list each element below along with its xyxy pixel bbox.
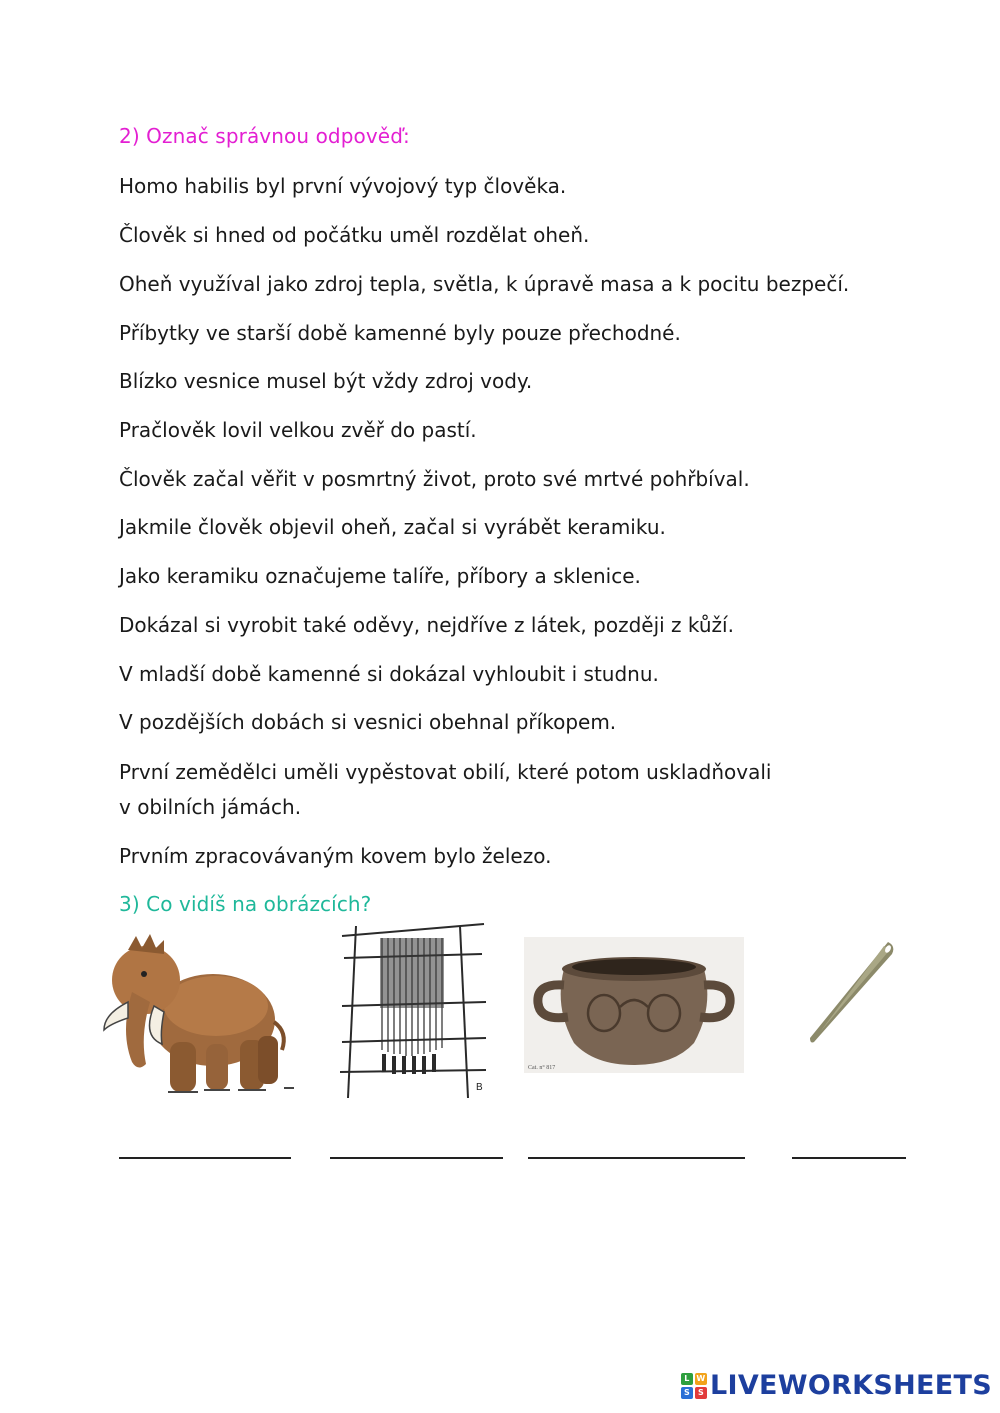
logo-tile-4: S <box>695 1387 707 1399</box>
statement-8[interactable]: Jakmile člověk objevil oheň, začal si vyrábět keramiku. <box>119 515 666 539</box>
statement-10[interactable]: Dokázal si vyrobit také oděvy, nejdříve z látek, později z kůží. <box>119 613 734 637</box>
answer-line-1[interactable] <box>119 1157 291 1159</box>
statement-3[interactable]: Oheň využíval jako zdroj tepla, světla, k úpravě masa a k pocitu bezpečí. <box>119 272 850 296</box>
mammoth-icon <box>98 932 298 1100</box>
statement-12[interactable]: V pozdějších dobách si vesnici obehnal příkopem. <box>119 710 617 734</box>
answer-line-4[interactable] <box>792 1157 906 1159</box>
answer-line-3[interactable] <box>528 1157 745 1159</box>
statement-13[interactable]: První zemědělci uměli vypěstovat obilí, které potom uskladňovali <box>119 760 772 784</box>
logo-tile-1: L <box>681 1373 693 1385</box>
statement-4[interactable]: Příbytky ve starší době kamenné byly pouze přechodné. <box>119 321 681 345</box>
statement-14[interactable]: Prvním zpracovávaným kovem bylo železo. <box>119 844 552 868</box>
statement-7[interactable]: Člověk začal věřit v posmrtný život, proto své mrtvé pohřbíval. <box>119 467 750 491</box>
section-2-heading: 2) Označ správnou odpověď: <box>119 124 410 148</box>
logo-tile-2: W <box>696 1373 706 1383</box>
statement-1[interactable]: Homo habilis byl první vývojový typ člověka. <box>119 174 567 198</box>
statement-11[interactable]: V mladší době kamenné si dokázal vyhloubit i studnu. <box>119 662 659 686</box>
statement-6[interactable]: Pračlověk lovil velkou zvěř do pastí. <box>119 418 477 442</box>
liveworksheets-logo <box>681 1370 992 1401</box>
liveworksheets-wordmark: LIVEWORKSHEETS <box>709 1370 992 1401</box>
pot-catalog-caption: Cat. n° 817 <box>528 1065 556 1071</box>
statement-5[interactable]: Blízko vesnice musel být vždy zdroj vody. <box>119 369 533 393</box>
bone-needle-icon <box>800 938 900 1046</box>
loom-figure-label: B <box>476 1082 483 1093</box>
liveworksheets-logo-icon <box>681 1373 707 1399</box>
statement-2[interactable]: Člověk si hned od počátku uměl rozdělat oheň. <box>119 223 590 247</box>
section-3-heading: 3) Co vidíš na obrázcích? <box>119 892 372 916</box>
ceramic-pot-icon <box>524 937 744 1073</box>
statement-9[interactable]: Jako keramiku označujeme talíře, příbory a sklenice. <box>119 564 641 588</box>
logo-tile-3: S <box>681 1387 693 1399</box>
loom-icon <box>336 914 488 1100</box>
statement-13-continued[interactable]: v obilních jámách. <box>119 795 302 819</box>
answer-line-2[interactable] <box>330 1157 503 1159</box>
